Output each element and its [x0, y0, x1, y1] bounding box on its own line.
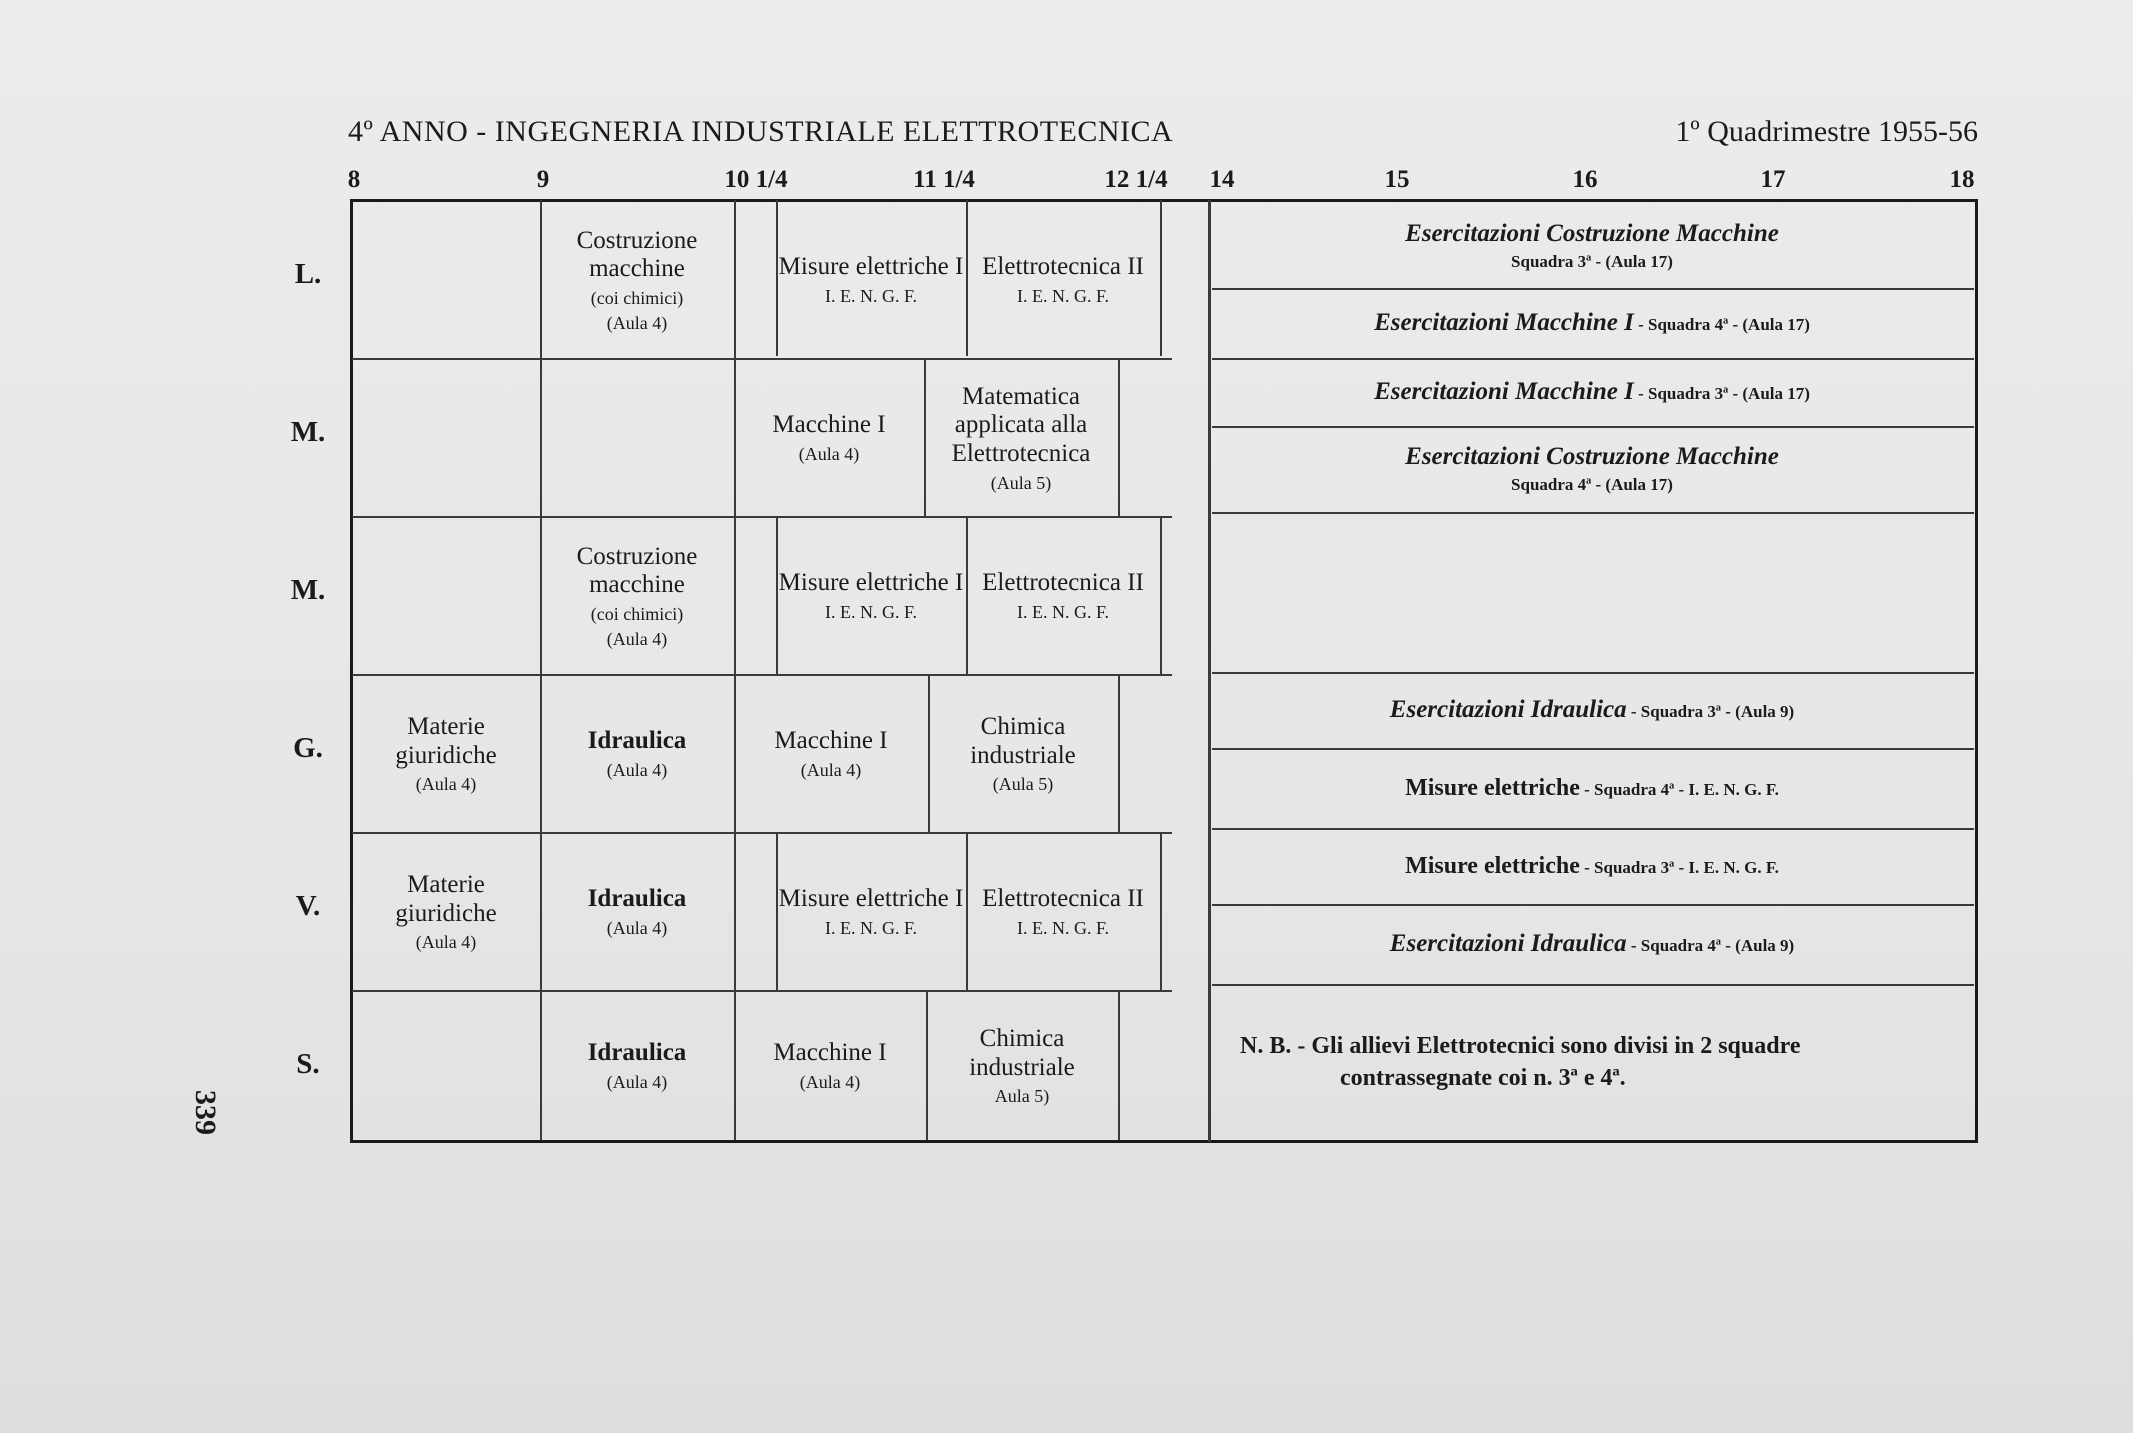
day-label: M.	[290, 574, 326, 606]
exercise-entry: Esercitazioni Macchine I - Squadra 4ª - (Aula 17)	[1374, 309, 1810, 336]
column-separator	[1160, 834, 1162, 990]
lesson-cell: Chimica industriale (Aula 5)	[970, 712, 1076, 795]
row-separator	[352, 990, 1172, 992]
day-label: L.	[294, 258, 322, 290]
exercise-entry: Esercitazioni Costruzione Macchine Squadra 4ª - (Aula 17)	[1405, 443, 1779, 494]
lesson-cell: Misure elettriche I I. E. N. G. F.	[778, 569, 964, 623]
period-label: 1º Quadrimestre 1955-56	[1675, 115, 1978, 148]
column-separator	[1118, 992, 1120, 1140]
footnote-line: contrassegnate coi n. 3ª e 4ª.	[1340, 1065, 1626, 1092]
hour-label: 9	[536, 166, 550, 193]
lesson-cell: Matematica applicata alla Elettrotecnica (Aula 5)	[951, 382, 1091, 493]
column-separator	[1118, 360, 1120, 516]
exercise-entry: Misure elettriche - Squadra 4ª - I. E. N. G. F.	[1405, 774, 1779, 801]
row-separator	[352, 516, 1172, 518]
hour-label: 14	[1209, 166, 1235, 193]
lesson-cell: Costruzione macchine (coi chimici) (Aula 4)	[576, 226, 698, 333]
lesson-cell: Macchine I (Aula 4)	[773, 1039, 887, 1093]
lesson-cell: Elettrotecnica II I. E. N. G. F.	[982, 569, 1144, 623]
hour-label: 11 1/4	[913, 166, 975, 193]
row-separator	[352, 832, 1172, 834]
midday-divider	[1208, 200, 1211, 1142]
lesson-cell: Chimica industriale Aula 5)	[969, 1024, 1075, 1107]
lesson-cell: Materie giuridiche (Aula 4)	[395, 712, 497, 795]
hour-label: 15	[1384, 166, 1410, 193]
hour-label: 10 1/4	[724, 166, 788, 193]
footnote	[1240, 1030, 1960, 1095]
column-separator	[1160, 200, 1162, 356]
day-label: M.	[290, 416, 326, 448]
hour-label: 18	[1949, 166, 1975, 193]
row-separator	[352, 674, 1172, 676]
lesson-cell: Macchine I (Aula 4)	[774, 727, 888, 781]
lesson-cell: Materie giuridiche (Aula 4)	[395, 870, 497, 953]
day-label: V.	[295, 890, 321, 922]
lesson-cell: Idraulica (Aula 4)	[587, 1039, 687, 1093]
exercise-entry: Esercitazioni Macchine I - Squadra 3ª - (Aula 17)	[1374, 378, 1810, 405]
page-number: 339	[189, 1090, 222, 1135]
row-separator	[352, 358, 1172, 360]
hour-label: 16	[1572, 166, 1598, 193]
exercise-entry: Esercitazioni Idraulica - Squadra 3ª - (Aula 9)	[1389, 696, 1795, 723]
lesson-cell: Elettrotecnica II I. E. N. G. F.	[982, 885, 1144, 939]
page-title: 4º ANNO - INGEGNERIA INDUSTRIALE ELETTROTECNICA	[348, 115, 1174, 148]
lesson-cell: Macchine I (Aula 4)	[772, 411, 886, 465]
lesson-cell: Costruzione macchine (coi chimici) (Aula 4)	[576, 542, 698, 649]
lesson-cell: Idraulica (Aula 4)	[587, 727, 687, 781]
column-separator	[1160, 518, 1162, 674]
day-label: G.	[293, 732, 323, 764]
lesson-cell: Misure elettriche I I. E. N. G. F.	[778, 885, 964, 939]
lesson-cell: Elettrotecnica II I. E. N. G. F.	[982, 253, 1144, 307]
hour-label: 12 1/4	[1104, 166, 1168, 193]
exercise-entry: Esercitazioni Idraulica - Squadra 4ª - (Aula 9)	[1389, 930, 1795, 957]
hour-label: 17	[1760, 166, 1786, 193]
row-separator	[1212, 512, 1974, 514]
column-separator	[1118, 676, 1120, 832]
exercise-entry: Misure elettriche - Squadra 3ª - I. E. N. G. F.	[1405, 852, 1779, 879]
hour-label: 8	[347, 166, 361, 193]
lesson-cell: Misure elettriche I I. E. N. G. F.	[778, 253, 964, 307]
exercise-entry: Esercitazioni Costruzione Macchine Squadra 3ª - (Aula 17)	[1405, 220, 1779, 271]
footnote-line: N. B. - Gli allievi Elettrotecnici sono divisi in 2 squadre	[1240, 1033, 1801, 1059]
lesson-cell: Idraulica (Aula 4)	[587, 885, 687, 939]
day-label: S.	[296, 1048, 320, 1080]
row-separator	[1212, 984, 1974, 986]
